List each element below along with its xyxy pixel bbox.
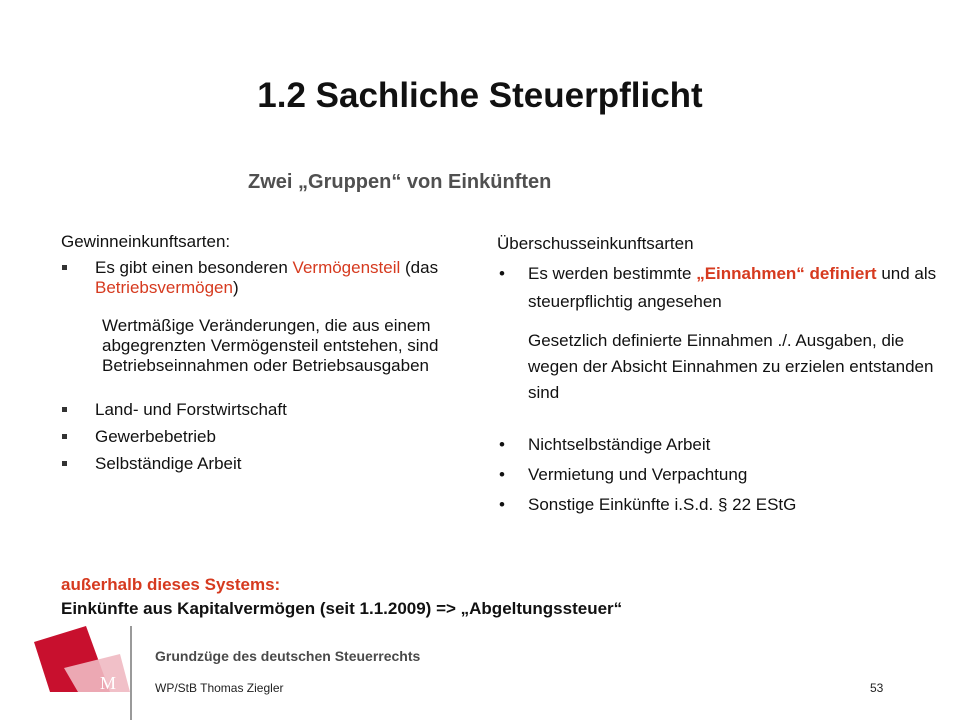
list-item: • Vermietung und Verpachtung	[497, 464, 937, 486]
left-bullet-1-text-a: Es gibt einen besonderen	[95, 258, 293, 277]
left-paragraph: Wertmäßige Veränderungen, die aus einem abgegrenzten Vermögensteil entstehen, sind Betriebseinnahmen oder Betriebsausgaben	[102, 316, 439, 375]
left-main-list	[61, 258, 491, 298]
slide-subtitle: Zwei „Gruppen“ von Einkünften	[248, 171, 552, 193]
left-bullet-1-highlight-a: Vermögensteil	[292, 258, 401, 277]
list-item: • Nichtselbständige Arbeit	[497, 434, 937, 456]
right-paragraph: Gesetzlich definierte Einnahmen ./. Ausgaben, die wegen der Absicht Einnahmen zu erzielen entstanden sind	[528, 331, 934, 402]
logo-letter: M	[100, 673, 117, 692]
right-column	[497, 234, 937, 524]
left-bullet-1-text-b: (das	[400, 258, 439, 277]
page-number: 53	[870, 681, 884, 695]
footer-author: WP/StB Thomas Ziegler	[155, 681, 284, 695]
left-bullet-1	[61, 258, 491, 298]
right-main-list	[497, 260, 937, 406]
right-bullet-1-text-a: Es werden bestimmte	[528, 264, 697, 283]
left-column	[61, 232, 491, 481]
right-bullet-1-highlight: „Einnahmen“ definiert	[696, 264, 877, 283]
left-bullet-1-highlight-b: Betriebsvermögen	[95, 278, 233, 297]
right-category-list	[497, 434, 937, 516]
list-item: Gewerbebetrieb	[61, 427, 491, 447]
list-item: Land- und Forstwirtschaft	[61, 400, 491, 420]
bottom-note	[61, 573, 622, 621]
bottom-note-heading: außerhalb dieses Systems:	[61, 575, 281, 594]
left-category-list	[61, 400, 491, 474]
footer-divider	[130, 626, 132, 720]
right-bullet-1-text-b: und als steuerpflichtig angesehen	[528, 264, 937, 311]
left-heading: Gewinneinkunftsarten:	[61, 232, 231, 251]
right-bullet-1	[497, 260, 937, 406]
bottom-note-text: Einkünfte aus Kapitalvermögen (seit 1.1.2009) => „Abgeltungssteuer“	[61, 599, 623, 618]
slide-title: 1.2 Sachliche Steuerpflicht	[257, 76, 703, 115]
list-item: • Sonstige Einkünfte i.S.d. § 22 EStG	[497, 494, 937, 516]
footer-title: Grundzüge des deutschen Steuerrechts	[155, 648, 421, 664]
left-bullet-1-text-c: )	[232, 278, 239, 297]
list-item: Selbständige Arbeit	[61, 454, 491, 474]
right-heading: Überschusseinkunftsarten	[497, 234, 694, 253]
university-logo	[20, 612, 130, 692]
